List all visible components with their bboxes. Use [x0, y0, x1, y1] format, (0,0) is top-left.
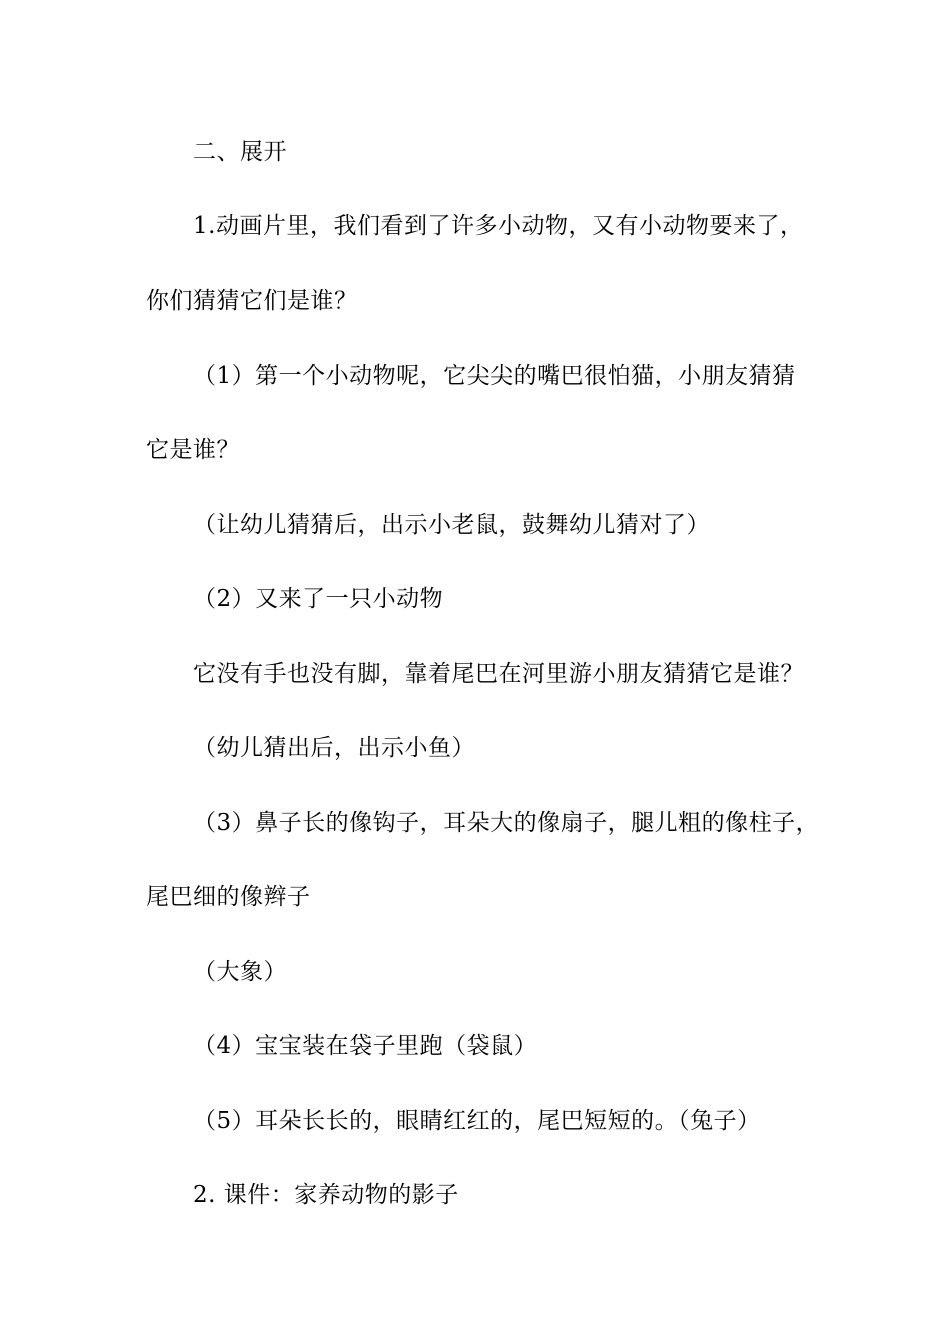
- paragraph-line: （幼儿猜出后，出示小鱼）: [193, 735, 475, 761]
- paragraph-line: （2）又来了一只小动物: [193, 586, 444, 612]
- paragraph-line: 它没有手也没有脚，靠着尾巴在河里游小朋友猜猜它是谁？: [193, 661, 804, 687]
- paragraph-line: 它是谁？: [146, 437, 240, 463]
- section-heading: 二、展开: [193, 139, 287, 165]
- paragraph-line: 尾巴细的像辫子: [146, 884, 311, 910]
- paragraph-line: （1）第一个小动物呢，它尖尖的嘴巴很怕猫，小朋友猜猜: [193, 363, 796, 389]
- paragraph-line: 你们猜猜它们是谁？: [146, 288, 358, 314]
- paragraph-line: （4）宝宝装在袋子里跑（袋鼠）: [193, 1033, 538, 1059]
- paragraph-line: 2. 课件：家养动物的影子: [193, 1182, 459, 1208]
- paragraph-line: （让幼儿猜猜后，出示小老鼠，鼓舞幼儿猜对了）: [193, 512, 710, 538]
- paragraph-line: （3）鼻子长的像钩子，耳朵大的像扇子，腿儿粗的像柱子，: [193, 810, 820, 836]
- paragraph-line: 1.动画片里，我们看到了许多小动物，又有小动物要来了，: [193, 213, 804, 239]
- paragraph-line: （5）耳朵长长的，眼睛红红的，尾巴短短的。（兔子）: [193, 1108, 761, 1134]
- paragraph-line: （大象）: [193, 959, 287, 985]
